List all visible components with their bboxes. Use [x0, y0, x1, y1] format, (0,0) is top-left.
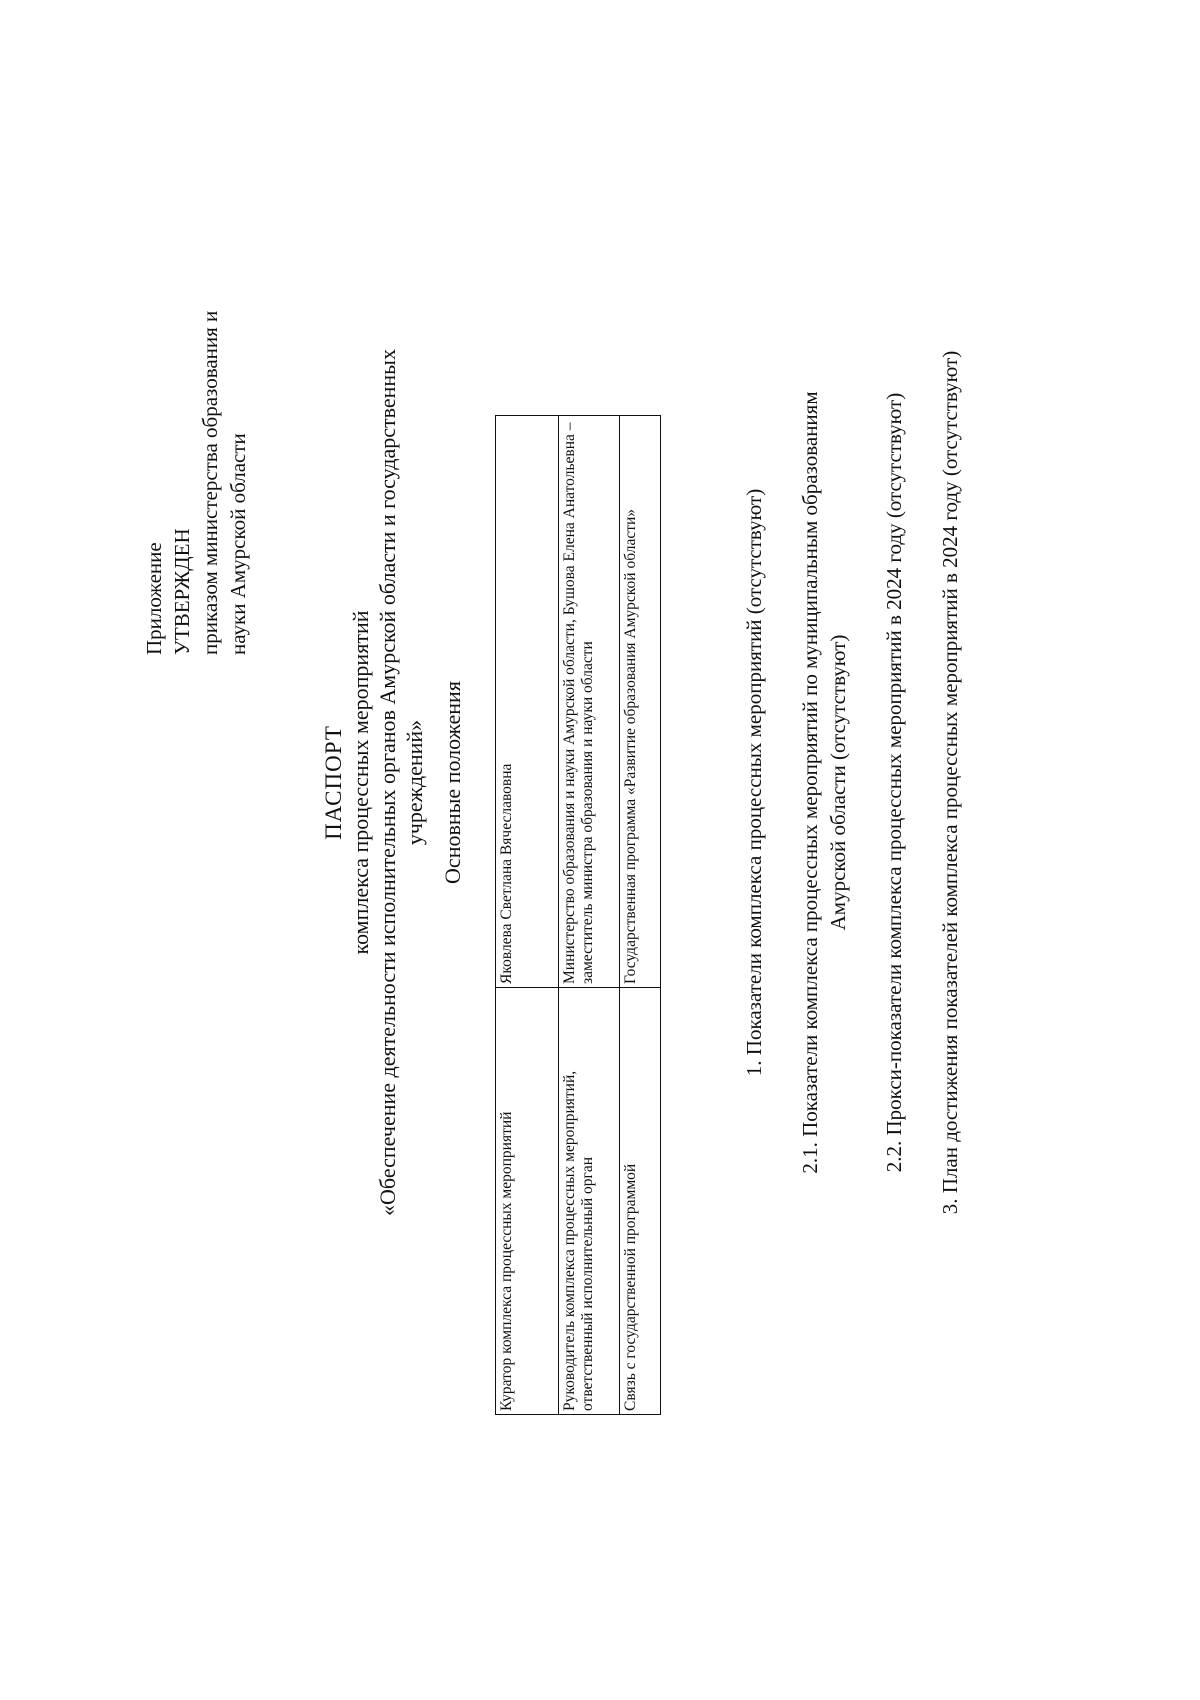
main-provisions-table	[495, 415, 661, 1415]
item-indicators: 1. Показатели комплекса процессных мероприятий (отсутствуют)	[742, 488, 766, 1077]
table-cell-value: Государственная программа «Развитие образования Амурской области»	[620, 416, 661, 988]
title-sub-1: комплекса процессных мероприятий	[348, 610, 373, 955]
item-municipal-line-2: Амурской области (отсутствуют)	[826, 634, 850, 931]
title-sub-2: «Обеспечение деятельности исполнительных органов Амурской области и государственных	[375, 349, 400, 1216]
item-municipal-line-1: 2.1. Показатели комплекса процессных мероприятий по муниципальным образованиям	[798, 391, 822, 1174]
approval-line-approved: УТВЕРЖДЕН	[170, 528, 194, 655]
table-cell-value: Министерство образования и науки Амурской области, Бушова Елена Анатольевна – заместитель министра образования и науки области	[559, 416, 620, 988]
table-row	[620, 416, 661, 1415]
table-cell-key: Связь с государственной программой	[620, 988, 661, 1415]
item-municipal-indicators	[796, 110, 852, 1455]
table-cell-key: Руководитель комплекса процессных мероприятий, ответственный исполнительный орган	[559, 988, 620, 1415]
table-row	[496, 416, 559, 1415]
table-cell-key: Куратор комплекса процессных мероприятий	[496, 988, 559, 1415]
title-main: ПАСПОРТ	[321, 725, 346, 840]
title-sub-3: учреждений»	[402, 719, 427, 846]
document-title	[320, 110, 428, 1455]
approval-line-appendix: Приложение	[142, 542, 166, 655]
table-row	[559, 416, 620, 1415]
approval-stamp	[140, 135, 252, 655]
item-achievement-plan: 3. План достижения показателей комплекса процессных мероприятий в 2024 году (отсутствуют)	[938, 350, 962, 1215]
approval-line-order: приказом министерства образования и	[198, 310, 222, 655]
approval-line-region: науки Амурской области	[226, 433, 250, 655]
section-list	[740, 110, 992, 1455]
table-cell-value: Яковлева Светлана Вячеславовна	[496, 416, 559, 988]
rotated-sheet	[140, 110, 1020, 1455]
item-proxy-indicators: 2.2. Прокси-показатели комплекса процессных мероприятий в 2024 году (отсутствуют)	[882, 392, 906, 1173]
section-title: Основные положения	[440, 681, 465, 884]
